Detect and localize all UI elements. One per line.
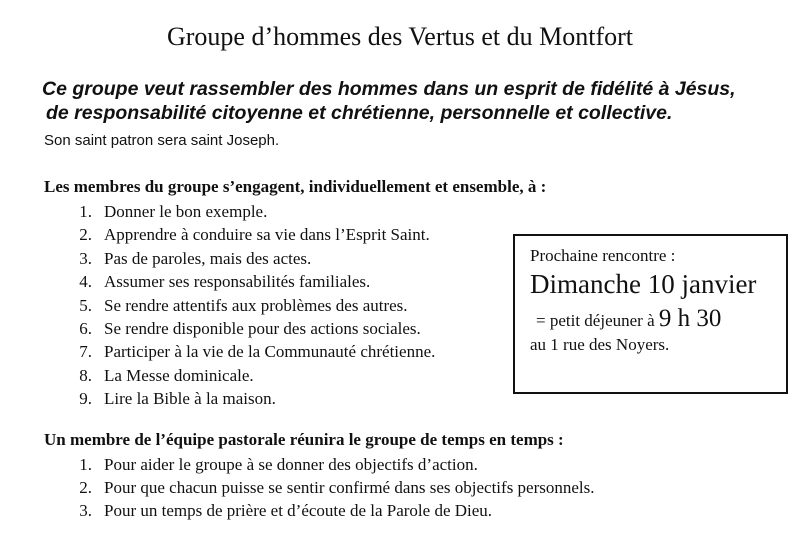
item-text: Donner le bon exemple. <box>104 202 268 221</box>
item-number: 7. <box>79 342 92 362</box>
next-meeting-address: au 1 rue des Noyers. <box>530 335 670 354</box>
item-number: 6. <box>79 318 92 338</box>
item-text: Se rendre disponible pour des actions sociales. <box>104 318 421 338</box>
item-number: 4. <box>79 272 92 292</box>
item-number: 1. <box>79 202 92 221</box>
item-number: 8. <box>79 365 92 385</box>
next-meeting-breakfast <box>536 304 721 336</box>
item-text: Lire la Bible à la maison. <box>104 389 276 409</box>
next-meeting-box <box>513 234 788 394</box>
breakfast-time: 9 h 30 <box>658 305 722 332</box>
item-number: 1. <box>79 455 92 474</box>
breakfast-prefix: = petit déjeuner à <box>536 311 655 330</box>
item-text: Assumer ses responsabilités familiales. <box>104 272 371 292</box>
intro-statement <box>42 77 736 125</box>
item-text: La Messe dominicale. <box>104 365 254 385</box>
patron-line: Son saint patron sera saint Joseph. <box>44 132 280 149</box>
next-meeting-label: Prochaine rencontre : <box>530 246 676 265</box>
item-number: 2. <box>79 478 92 497</box>
item-number: 5. <box>79 295 92 315</box>
item-number: 9. <box>79 389 92 409</box>
item-text: Participer à la vie de la Communauté chrétienne. <box>104 342 436 362</box>
item-text: Pour aider le groupe à se donner des objectifs d’action. <box>104 455 478 474</box>
intro-line: de responsabilité citoyenne et chrétienne, personnelle et collective. <box>46 102 673 124</box>
item-number: 3. <box>79 501 92 520</box>
next-meeting-date: Dimanche 10 janvier <box>530 269 757 299</box>
intro-line: Ce groupe veut rassembler des hommes dans un esprit de fidélité à Jésus, <box>42 78 736 100</box>
pastoral-heading: Un membre de l’équipe pastorale réunira le groupe de temps en temps : <box>44 430 564 449</box>
item-text: Apprendre à conduire sa vie dans l’Esprit Saint. <box>104 225 430 245</box>
item-number: 2. <box>79 225 92 245</box>
item-text: Pour que chacun puisse se sentir confirmé dans ses objectifs personnels. <box>104 478 595 497</box>
item-text: Pour un temps de prière et d’écoute de la Parole de Dieu. <box>104 501 493 520</box>
page-title: Groupe d’hommes des Vertus et du Montfort <box>166 22 633 51</box>
item-number: 3. <box>79 248 92 268</box>
item-text: Pas de paroles, mais des actes. <box>104 248 312 268</box>
commitments-heading: Les membres du groupe s’engagent, individuellement et ensemble, à : <box>44 177 547 196</box>
item-text: Se rendre attentifs aux problèmes des autres. <box>104 295 408 315</box>
